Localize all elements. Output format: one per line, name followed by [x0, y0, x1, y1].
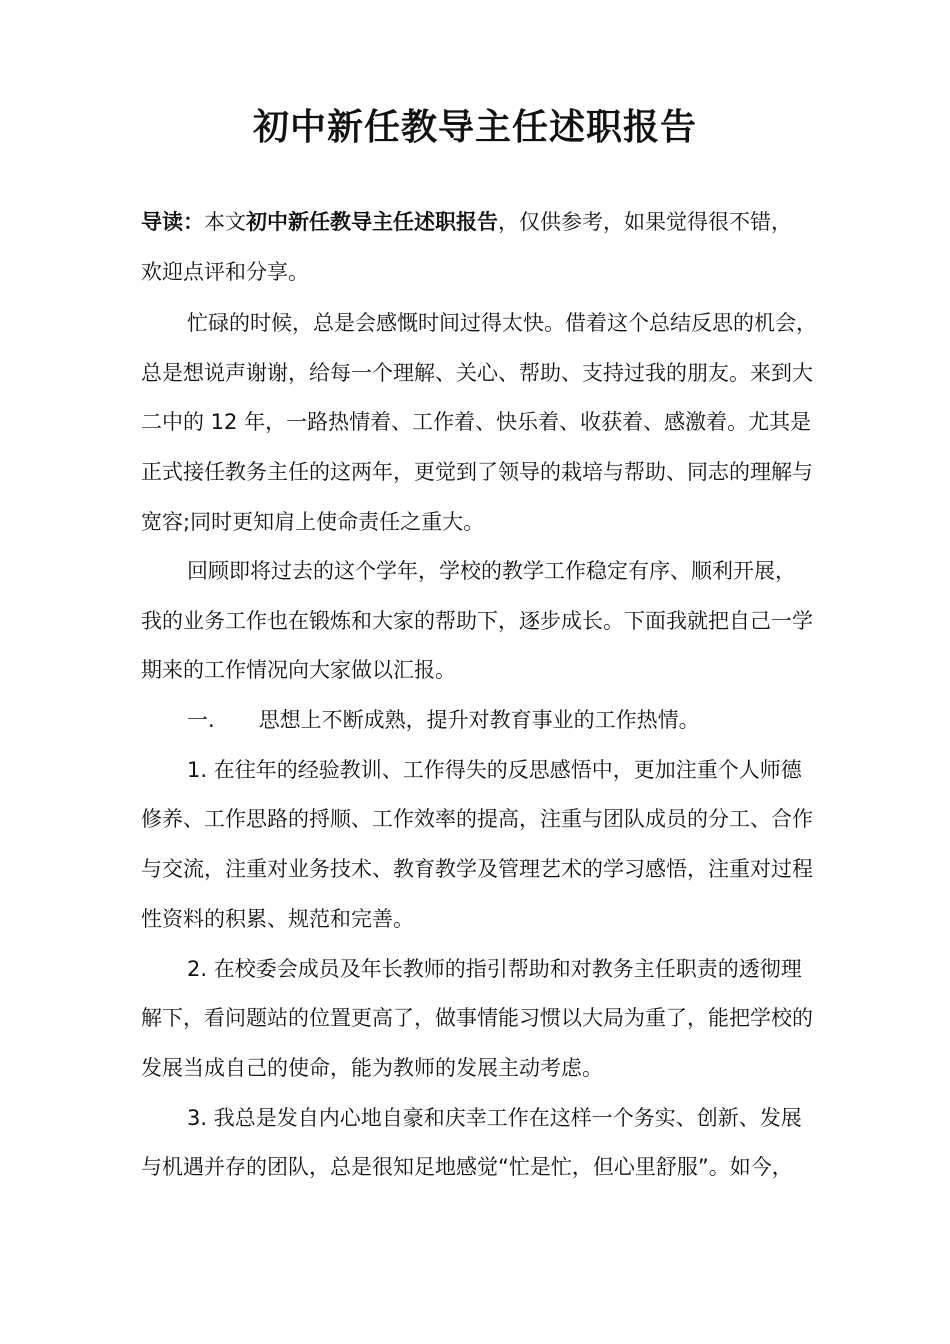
para1-line: 忙碌的时候，总是会感慨时间过得太快。借着这个总结反思的机会， — [187, 311, 817, 335]
intro-line-2: 欢迎点评和分享。 — [141, 260, 309, 284]
section-heading-text: 思想上不断成熟，提升对教育事业的工作热情。 — [258, 708, 700, 732]
para1-line: 宽容;同时更知肩上使命责任之重大。 — [141, 510, 485, 534]
para2-line: 期来的工作情况向大家做以汇报。 — [141, 658, 456, 682]
para1-line: 总是想说声谢谢，给每一个理解、关心、帮助、支持过我的朋友。来到大 — [141, 361, 813, 385]
item2-line: 发展当成自己的使命，能为教师的发展主动考虑。 — [141, 1056, 603, 1080]
para2-line: 回顾即将过去的这个学年，学校的教学工作稳定有序、顺利开展， — [187, 559, 796, 583]
item3-line: 与机遇并存的团队，总是很知足地感觉“忙是忙，但心里舒服”。如今， — [141, 1155, 793, 1179]
para1-line: 正式接任教务主任的这两年，更觉到了领导的栽培与帮助、同志的理解与 — [141, 460, 813, 484]
para1-line: 二中的 12 年，一路热情着、工作着、快乐着、收获着、感激着。尤其是 — [141, 410, 812, 434]
item1-line: 1. 在往年的经验教训、工作得失的反思感悟中，更加注重个人师德 — [187, 758, 802, 782]
item2-line: 2. 在校委会成员及年长教师的指引帮助和对教务主任职责的透彻理 — [187, 957, 802, 981]
intro-line-1 — [141, 207, 831, 237]
intro-prefix: 本文 — [204, 210, 246, 234]
section-heading-number: 一. — [187, 708, 215, 732]
section-heading-1 — [187, 705, 877, 735]
para2-line: 我的业务工作也在锻炼和大家的帮助下，逐步成长。下面我就把自己一学 — [141, 609, 813, 633]
intro-title-ref: 初中新任教导主任述职报告 — [246, 210, 498, 234]
intro-label: 导读： — [141, 210, 204, 234]
item3-line: 3. 我总是发自内心地自豪和庆幸工作在这样一个务实、创新、发展 — [187, 1106, 802, 1130]
document-title: 初中新任教导主任述职报告 — [252, 107, 697, 148]
item1-line: 修养、工作思路的捋顺、工作效率的提高，注重与团队成员的分工、合作 — [141, 807, 813, 831]
intro-suffix: ，仅供参考，如果觉得很不错， — [498, 210, 792, 234]
item1-line: 与交流，注重对业务技术、教育教学及管理艺术的学习感悟，注重对过程 — [141, 857, 813, 881]
item1-line: 性资料的积累、规范和完善。 — [141, 907, 414, 931]
item2-line: 解下，看问题站的位置更高了，做事情能习惯以大局为重了，能把学校的 — [141, 1006, 813, 1030]
